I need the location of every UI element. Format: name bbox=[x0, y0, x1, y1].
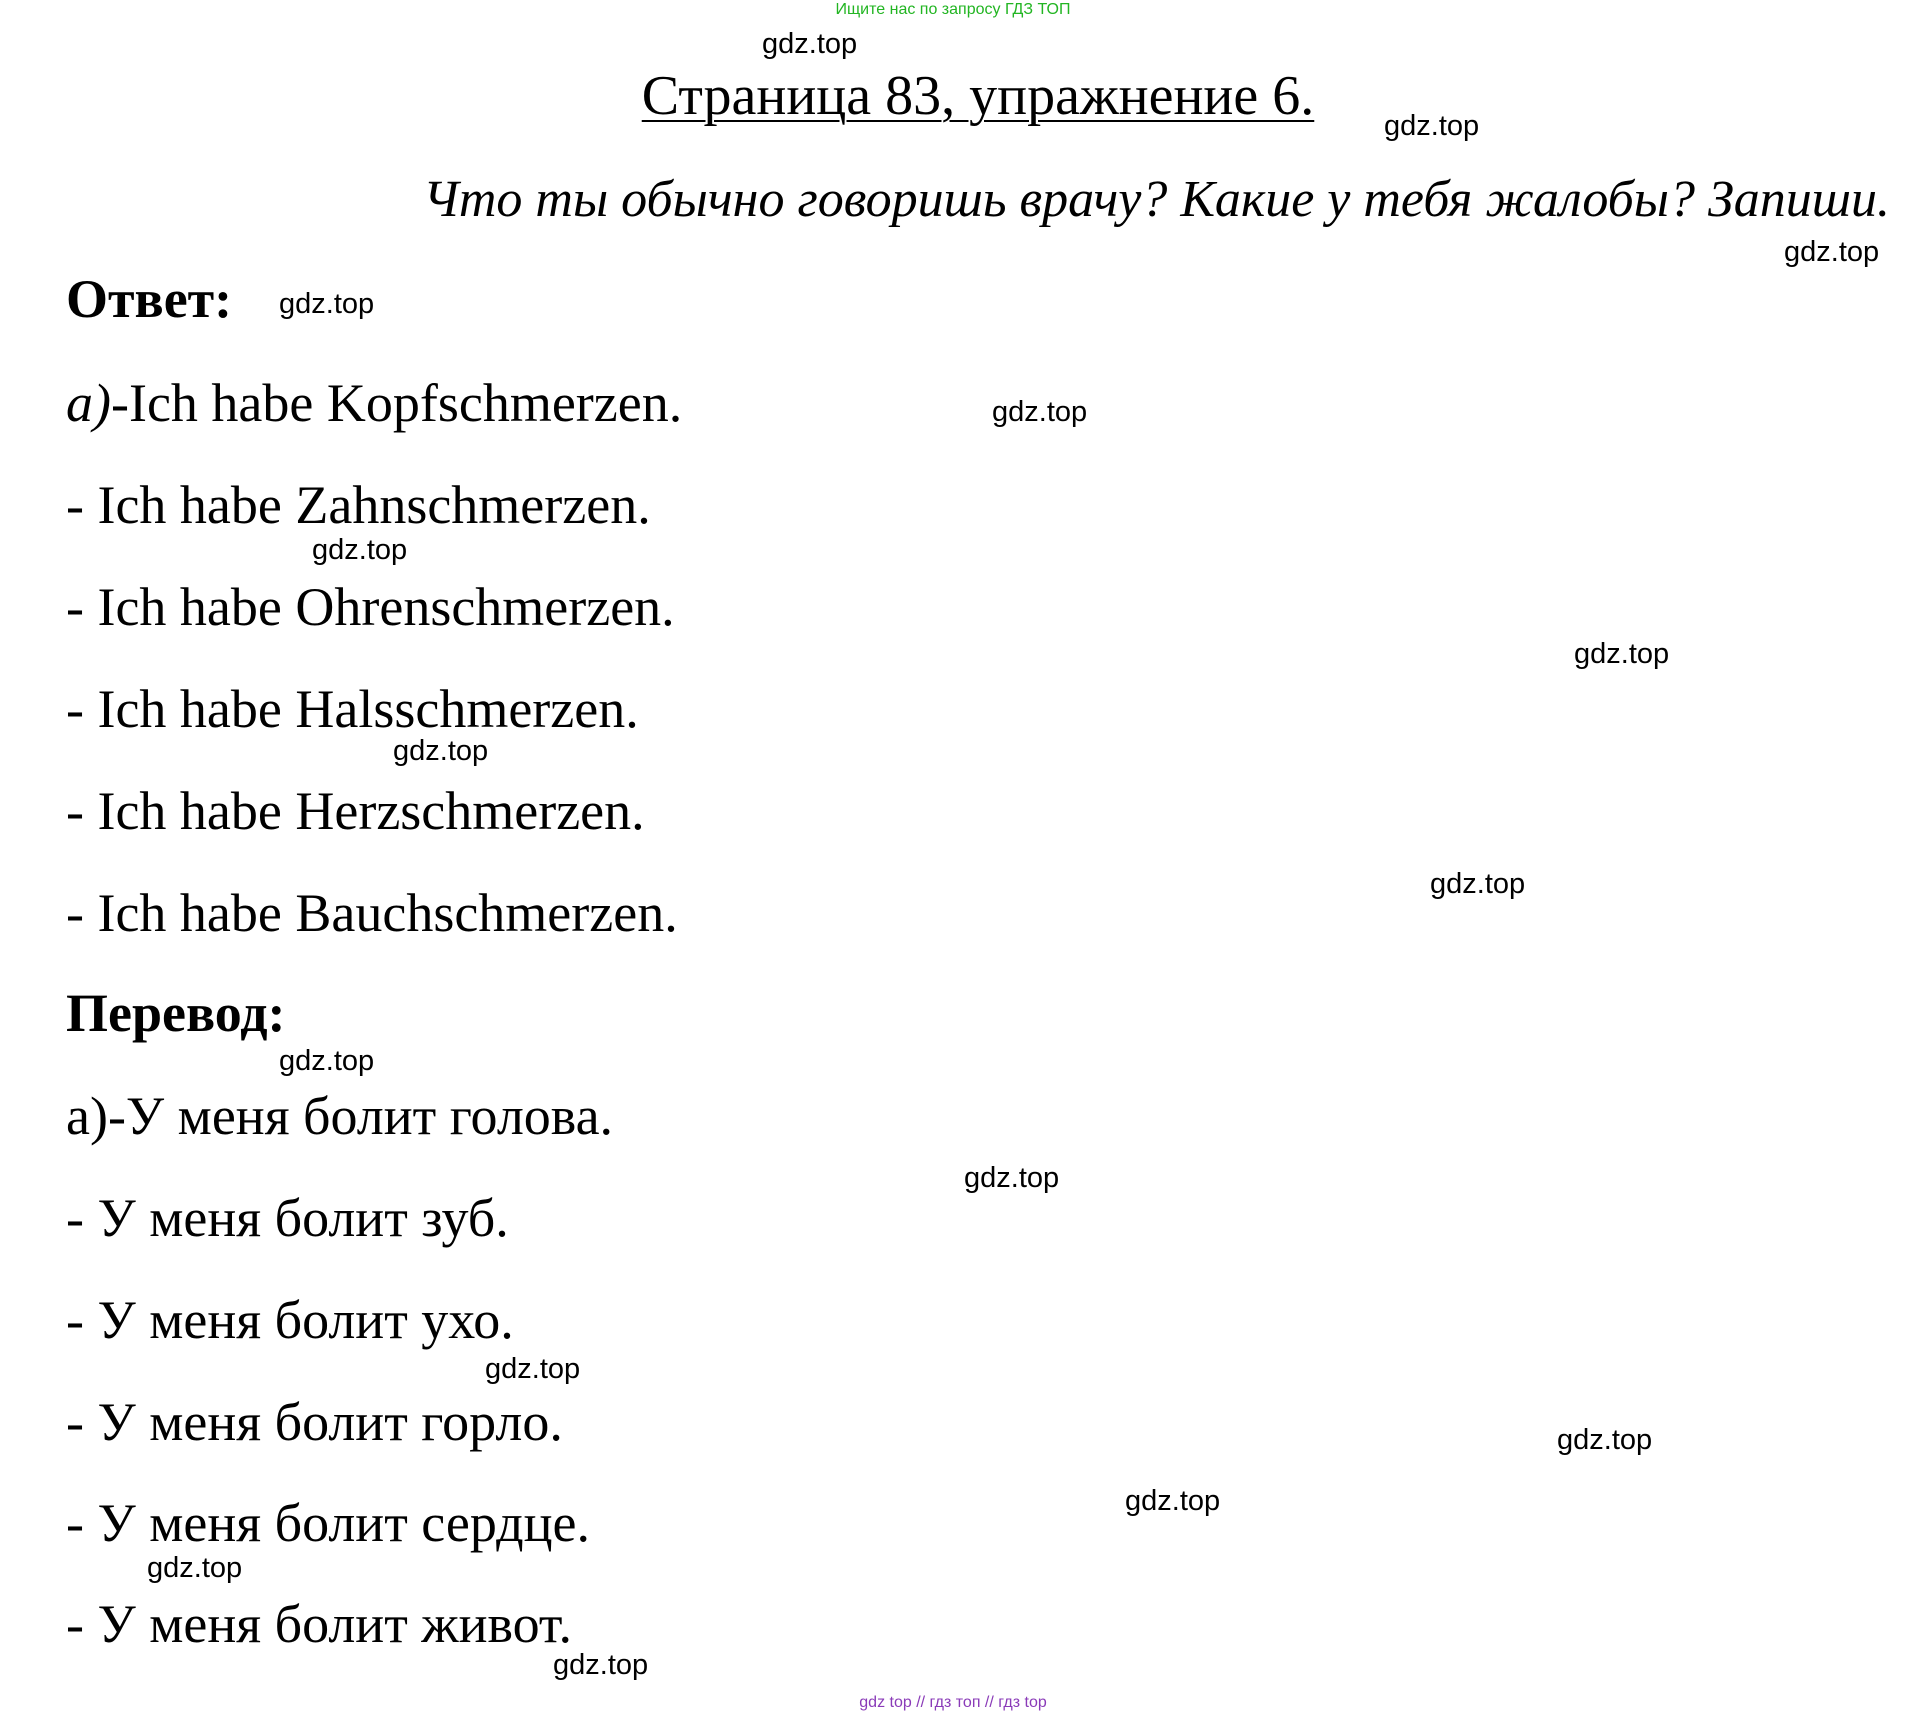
watermark: gdz.top bbox=[1784, 236, 1880, 268]
top-banner: Ищите нас по запросу ГДЗ ТОП bbox=[835, 1, 1071, 18]
translation-heading: Перевод: bbox=[66, 983, 286, 1043]
bottom-banner: gdz top // гдз топ // гдз top bbox=[859, 1694, 1047, 1711]
answer-line-1 bbox=[66, 372, 682, 434]
watermark: gdz.top bbox=[992, 396, 1088, 428]
watermark: gdz.top bbox=[147, 1552, 243, 1584]
answer-line-1-prefix: а) bbox=[66, 373, 111, 433]
watermark: gdz.top bbox=[762, 28, 858, 60]
answer-heading: Ответ: bbox=[66, 269, 233, 329]
translation-line-5: - У меня болит сердце. bbox=[66, 1493, 591, 1553]
answer-line-6: - Ich habe Bauchschmerzen. bbox=[66, 883, 678, 943]
watermark: gdz.top bbox=[1125, 1485, 1221, 1517]
watermark: gdz.top bbox=[553, 1649, 649, 1681]
watermark: gdz.top bbox=[393, 735, 489, 767]
watermark: gdz.top bbox=[1557, 1424, 1653, 1456]
watermark: gdz.top bbox=[1430, 868, 1526, 900]
watermark: gdz.top bbox=[279, 288, 375, 320]
answer-line-1-text: -Ich habe Kopfschmerzen. bbox=[110, 373, 683, 433]
watermark: gdz.top bbox=[485, 1353, 581, 1385]
answer-line-2: - Ich habe Zahnschmerzen. bbox=[66, 475, 651, 535]
answer-line-3: - Ich habe Ohrenschmerzen. bbox=[66, 577, 675, 637]
watermark: gdz.top bbox=[1384, 110, 1480, 142]
translation-line-6: - У меня болит живот. bbox=[66, 1594, 572, 1654]
translation-line-3: - У меня болит ухо. bbox=[66, 1290, 514, 1350]
answer-line-4: - Ich habe Halsschmerzen. bbox=[66, 679, 639, 739]
watermark: gdz.top bbox=[279, 1045, 375, 1077]
page-title: Страница 83, упражнение 6. bbox=[641, 65, 1315, 127]
watermark: gdz.top bbox=[1574, 638, 1670, 670]
translation-line-4: - У меня болит горло. bbox=[66, 1392, 563, 1452]
watermark: gdz.top bbox=[964, 1162, 1060, 1194]
watermark: gdz.top bbox=[312, 534, 408, 566]
translation-line-1: а)-У меня болит голова. bbox=[66, 1086, 614, 1146]
answer-line-5: - Ich habe Herzschmerzen. bbox=[66, 781, 645, 841]
translation-line-2: - У меня болит зуб. bbox=[66, 1188, 509, 1248]
exercise-question: Что ты обычно говоришь врачу? Какие у тебя жалобы? Запиши. bbox=[423, 171, 1890, 228]
